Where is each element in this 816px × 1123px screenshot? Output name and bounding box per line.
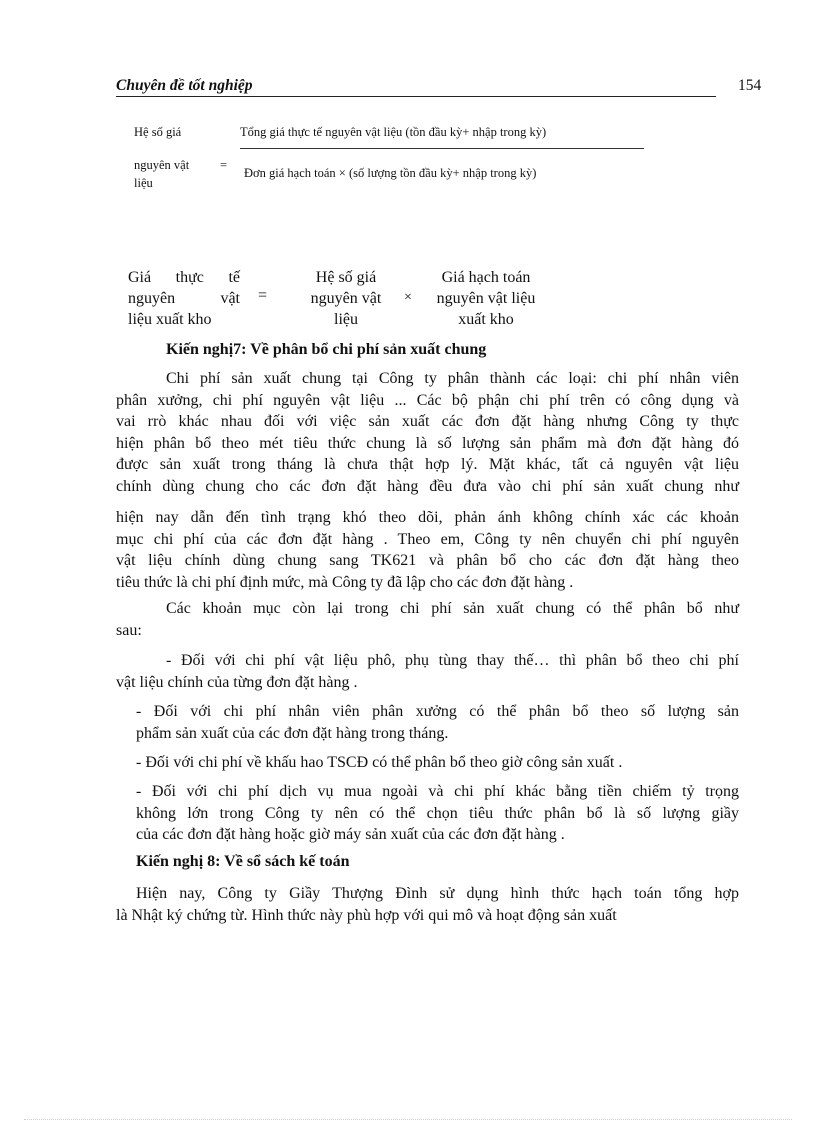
formula2-col3-line1: Giá hạch toán: [441, 269, 531, 286]
list-item-line: phẩm sản xuất của các đơn đặt hàng trong tháng.: [136, 724, 449, 742]
formula1-lhs-line2: nguyên vật: [134, 158, 190, 172]
paragraph-line: hiện nay dẫn đến tình trạng khó theo dõi, phản ánh không chính xác các khoản: [116, 509, 739, 526]
list-item-line: - Đối với chi phí vật liệu phô, phụ tùng thay thế… thì phân bổ theo chi phí: [166, 652, 739, 669]
formula2-equals: =: [258, 287, 268, 304]
paragraph-line: hiện phân bổ theo mét tiêu thức chung là số lượng sản phẩm mà đơn đặt hàng đó: [116, 434, 739, 452]
formula2-col2: [296, 267, 396, 330]
formula2-times: ×: [404, 290, 412, 305]
fraction-bar: [240, 148, 644, 149]
page-bottom-border: [24, 1119, 792, 1120]
formula2-col1: [128, 267, 240, 330]
document-header-title: Chuyên đề tốt nghiệp: [116, 77, 253, 94]
paragraph-line: phân xưởng, chi phí nguyên vật liệu ... Các bộ phận chi phí trên có công dụng và: [116, 391, 739, 409]
paragraph-line: Các khoản mục còn lại trong chi phí sản xuất chung có thể phân bổ như: [166, 600, 739, 617]
formula1-lhs-line1: Hệ số giá: [134, 125, 182, 139]
list-item-line: - Đối với chi phí dịch vụ mua ngoài và chi phí khác bằng tiền chiếm tỷ trọng: [136, 783, 739, 800]
formula2-col3: [420, 267, 552, 330]
formula2-col1-line2: nguyên vật: [128, 290, 240, 307]
list-item: [116, 752, 739, 774]
formula1-lhs-line3: liệu: [134, 176, 153, 190]
paragraph-line: vai rrò khác nhau đối với việc sản xuất các đơn đặt hàng nhưng Công ty thực: [116, 413, 739, 430]
formula2-col2-line1: Hệ số giá: [315, 269, 377, 286]
list-item-line: vật liệu chính của từng đơn đặt hàng .: [116, 673, 358, 691]
section7-paragraph-1: [116, 368, 739, 497]
paragraph-line: được sản xuất trong tháng là chưa thật hợp lý. Mặt khác, tất cả nguyên vật liệu: [116, 456, 739, 473]
formula1-numerator: Tổng giá thực tế nguyên vật liệu (tồn đầu kỳ+ nhập trong kỳ): [240, 125, 547, 139]
formula2-col3-line3: xuất kho: [458, 311, 514, 328]
formula2-col3-line2: nguyên vật liệu: [436, 290, 536, 307]
list-item-line: không lớn trong Công ty nên có thể chọn tiêu thức phân bổ là số lượng giầy: [136, 804, 739, 822]
section7-paragraph-3: [116, 598, 739, 641]
section8-heading: Kiến nghị 8: Về sổ sách kế toán: [136, 853, 350, 870]
formula1-equals: =: [220, 158, 228, 172]
formula2-col2-line2: nguyên vật: [310, 290, 382, 307]
page-number: 154: [738, 77, 762, 94]
list-item-line: của các đơn đặt hàng hoặc giờ máy sản xuất của các đơn đặt hàng .: [136, 826, 565, 843]
paragraph-line: mục chi phí của các đơn đặt hàng . Theo em, Công ty nên chuyển chi phí nguyên: [116, 530, 739, 548]
paragraph-line: Hiện nay, Công ty Giầy Thượng Đình sử dụng hình thức hạch toán tổng hợp: [136, 885, 739, 902]
paragraph-line: là Nhật ký chứng từ. Hình thức này phù hợp với qui mô và hoạt động sản xuất: [116, 906, 617, 924]
section7-heading: Kiến nghị7: Về phân bổ chi phí sản xuất chung: [166, 341, 487, 358]
list-item: [116, 650, 739, 693]
paragraph-line: Chi phí sản xuất chung tại Công ty phân thành các loại: chi phí nhân viên: [166, 370, 739, 387]
header-rule: [116, 96, 716, 97]
formula2-col1-line3: liệu xuất kho: [128, 311, 212, 328]
section8-paragraph: [116, 883, 739, 926]
list-item-line: - Đối với chi phí nhân viên phân xưởng có thể phân bổ theo số lượng sản: [136, 703, 739, 720]
list-item: [116, 701, 739, 744]
paragraph-line: vật liệu chính dùng chung sang TK621 và phân bổ cho các đơn đặt hàng theo: [116, 552, 739, 569]
formula2-col2-line3: liệu: [334, 311, 358, 328]
formula1-denominator: Đơn giá hạch toán × (số lượng tồn đầu kỳ+ nhập trong kỳ): [244, 166, 537, 180]
section7-paragraph-2: [116, 507, 739, 593]
list-item: [116, 781, 739, 846]
paragraph-line: tiêu thức là chi phí định mức, mà Công ty đã lập cho các đơn đặt hàng .: [116, 573, 574, 591]
paragraph-line: chính dùng chung cho các đơn đặt hàng đều đưa vào chi phí sản xuất chung như: [116, 477, 739, 495]
paragraph-line: sau:: [116, 621, 142, 639]
formula2-col1-line1: Giá thực tế: [128, 269, 240, 286]
list-item-line: - Đối với chi phí về khấu hao TSCĐ có thể phân bổ theo giờ công sản xuất .: [136, 754, 623, 771]
